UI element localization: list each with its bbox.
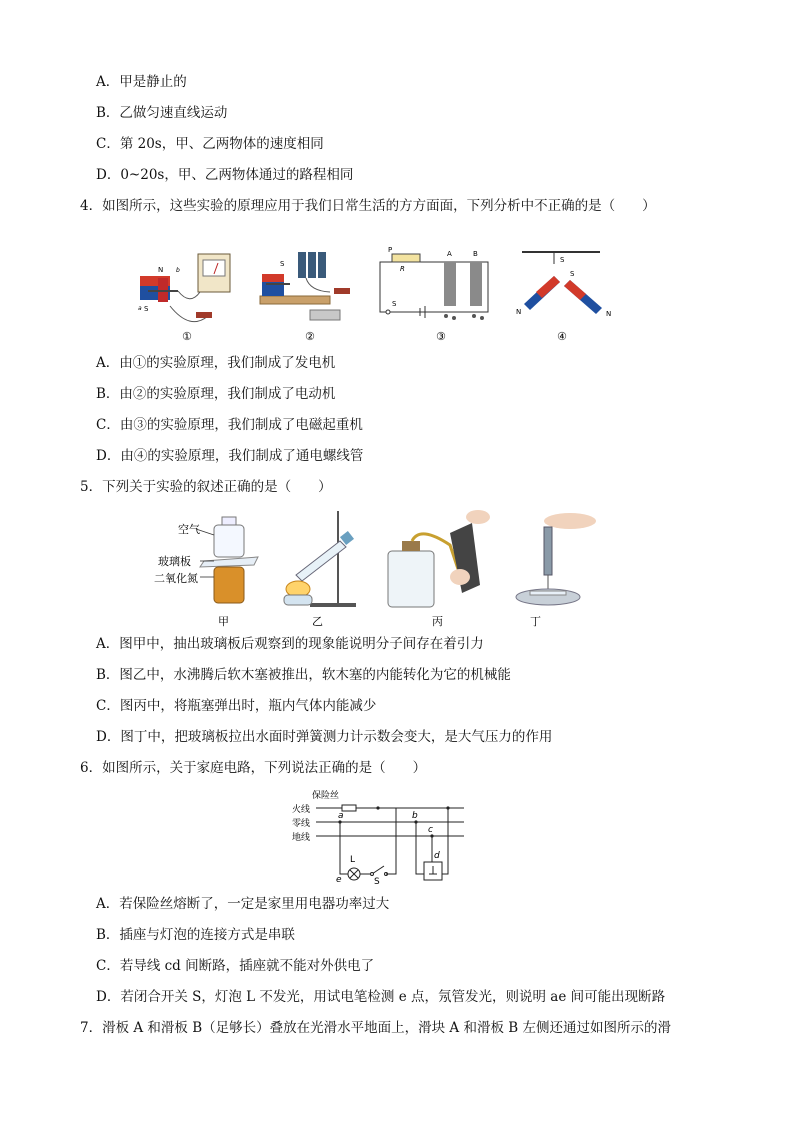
label-p: P: [388, 246, 393, 254]
q3-option-a: A．甲是静止的: [96, 74, 187, 90]
fig2-motor-setup: [260, 252, 350, 343]
label-s3: S: [392, 300, 397, 308]
coil-b: [470, 262, 482, 306]
magnet-left-red: [536, 276, 560, 298]
fig-label-yi: 乙: [312, 615, 323, 628]
switch-1: [196, 312, 212, 318]
label-s1: S: [144, 305, 149, 313]
fig-bing-pump: [388, 510, 490, 628]
fig3-electromagnet-circuit: [380, 246, 488, 343]
label-b: b: [176, 267, 180, 274]
q6-option-c: C．若导线 cd 间断路，插座就不能对外供电了: [96, 958, 375, 974]
label-air: 空气: [178, 523, 200, 536]
fig-label-1: ①: [182, 330, 192, 343]
q4-option-a: A．由①的实验原理，我们制成了发电机: [96, 355, 336, 371]
label-neutral: 零线: [292, 819, 311, 829]
label-b: b: [412, 811, 418, 821]
q3-option-b: B．乙做匀速直线运动: [96, 105, 228, 121]
label-L: L: [350, 855, 356, 865]
upper-jar: [214, 525, 244, 557]
q6-option-b: B．插座与灯泡的连接方式是串联: [96, 927, 295, 943]
q4-stem: 4．如图所示，这些实验的原理应用于我们日常生活的方方面面，下列分析中不正确的是（ ）: [80, 198, 656, 214]
fuse: [342, 805, 356, 811]
q5-option-b: B．图乙中，水沸腾后软木塞被推出，软木塞的内能转化为它的机械能: [96, 667, 511, 683]
glass-plate: [200, 557, 258, 567]
wood-base: [260, 296, 330, 304]
q6-option-a: A．若保险丝熔断了，一定是家里用电器功率过大: [96, 896, 390, 912]
label-live: 火线: [292, 805, 311, 815]
fig-jia-diffusion: [154, 517, 258, 628]
label-B: B: [473, 250, 478, 258]
battery-1: [298, 252, 306, 278]
label-A: A: [447, 250, 452, 258]
hand-bottom: [450, 569, 470, 585]
label-n4a: N: [516, 308, 522, 316]
fig1-generator-setup: [138, 254, 230, 343]
label-S: S: [374, 877, 380, 886]
label-d: d: [434, 851, 440, 861]
battery-3: [318, 252, 326, 278]
label-n4b: N: [606, 310, 612, 318]
label-s2: S: [280, 260, 285, 268]
label-ground: 地线: [292, 833, 311, 843]
alcohol-lamp: [284, 595, 312, 605]
battery-2: [308, 252, 316, 278]
bottle-stopper: [402, 541, 420, 551]
q6-circuit-figure: [286, 786, 476, 886]
lower-jar: [214, 567, 244, 603]
q4-option-d: D．由④的实验原理，我们制成了通电螺线管: [96, 448, 364, 464]
magnet-right-red: [564, 280, 586, 300]
fig-label-3: ③: [436, 330, 446, 343]
label-n1: N: [158, 266, 164, 274]
q5-figure: [150, 505, 610, 630]
coil-a: [444, 262, 456, 306]
switch-2: [334, 288, 350, 294]
q5-option-a: A．图甲中，抽出玻璃板后观察到的现象能说明分子间存在着引力: [96, 636, 484, 652]
fig-label-2: ②: [305, 330, 315, 343]
stand-base: [310, 603, 356, 607]
label-s4b: S: [570, 270, 575, 278]
fig-label-ding: 丁: [530, 615, 541, 628]
fig-label-4: ④: [557, 330, 567, 343]
label-c: c: [428, 825, 433, 835]
q5-option-c: C．图丙中，将瓶塞弹出时，瓶内气体内能减少: [96, 698, 377, 714]
fig-label-jia: 甲: [218, 615, 229, 628]
rheostat-r: [392, 254, 420, 262]
hand-top: [466, 510, 490, 524]
spring-scale: [544, 527, 552, 575]
switch-s: [372, 866, 384, 874]
fig-yi-test-tube: [284, 511, 356, 628]
label-fuse: 保险丝: [312, 791, 340, 801]
q3-option-d: D．0~20s，甲、乙两物体通过的路程相同: [96, 167, 354, 183]
label-a: a: [338, 811, 344, 821]
label-no2: 二氧化氮: [154, 572, 198, 585]
q7-stem: 7．滑板 A 和滑板 B（足够长）叠放在光滑水平地面上，滑块 A 和滑板 B 左侧还通过如图所示的滑: [80, 1020, 671, 1036]
fig-label-bing: 丙: [432, 615, 443, 628]
label-a: a: [138, 305, 142, 312]
label-glass: 玻璃板: [158, 555, 191, 568]
q5-option-d: D．图丁中，把玻璃板拉出水面时弹簧测力计示数会变大，是大气压力的作用: [96, 729, 553, 745]
q4-figure: [130, 236, 630, 346]
rheostat: [310, 310, 340, 320]
glass-plate-ding: [530, 591, 566, 595]
q3-option-c: C．第 20s，甲、乙两物体的速度相同: [96, 136, 324, 152]
fig4-magnets: [516, 252, 611, 343]
label-s4a: S: [560, 256, 565, 264]
q6-option-d: D．若闭合开关 S，灯泡 L 不发光，用试电笔检测 e 点，氖管发光，则说明 ae 间可能出现断路: [96, 989, 666, 1005]
q4-option-c: C．由③的实验原理，我们制成了电磁起重机: [96, 417, 363, 433]
q6-stem: 6．如图所示，关于家庭电路，下列说法正确的是（ ）: [80, 760, 427, 776]
fig-ding-spring-scale: [516, 513, 596, 628]
label-r: R: [400, 265, 405, 273]
label-e: e: [336, 875, 342, 885]
q4-option-b: B．由②的实验原理，我们制成了电动机: [96, 386, 336, 402]
q5-stem: 5．下列关于实验的叙述正确的是（ ）: [80, 479, 332, 495]
bottle: [388, 551, 434, 607]
